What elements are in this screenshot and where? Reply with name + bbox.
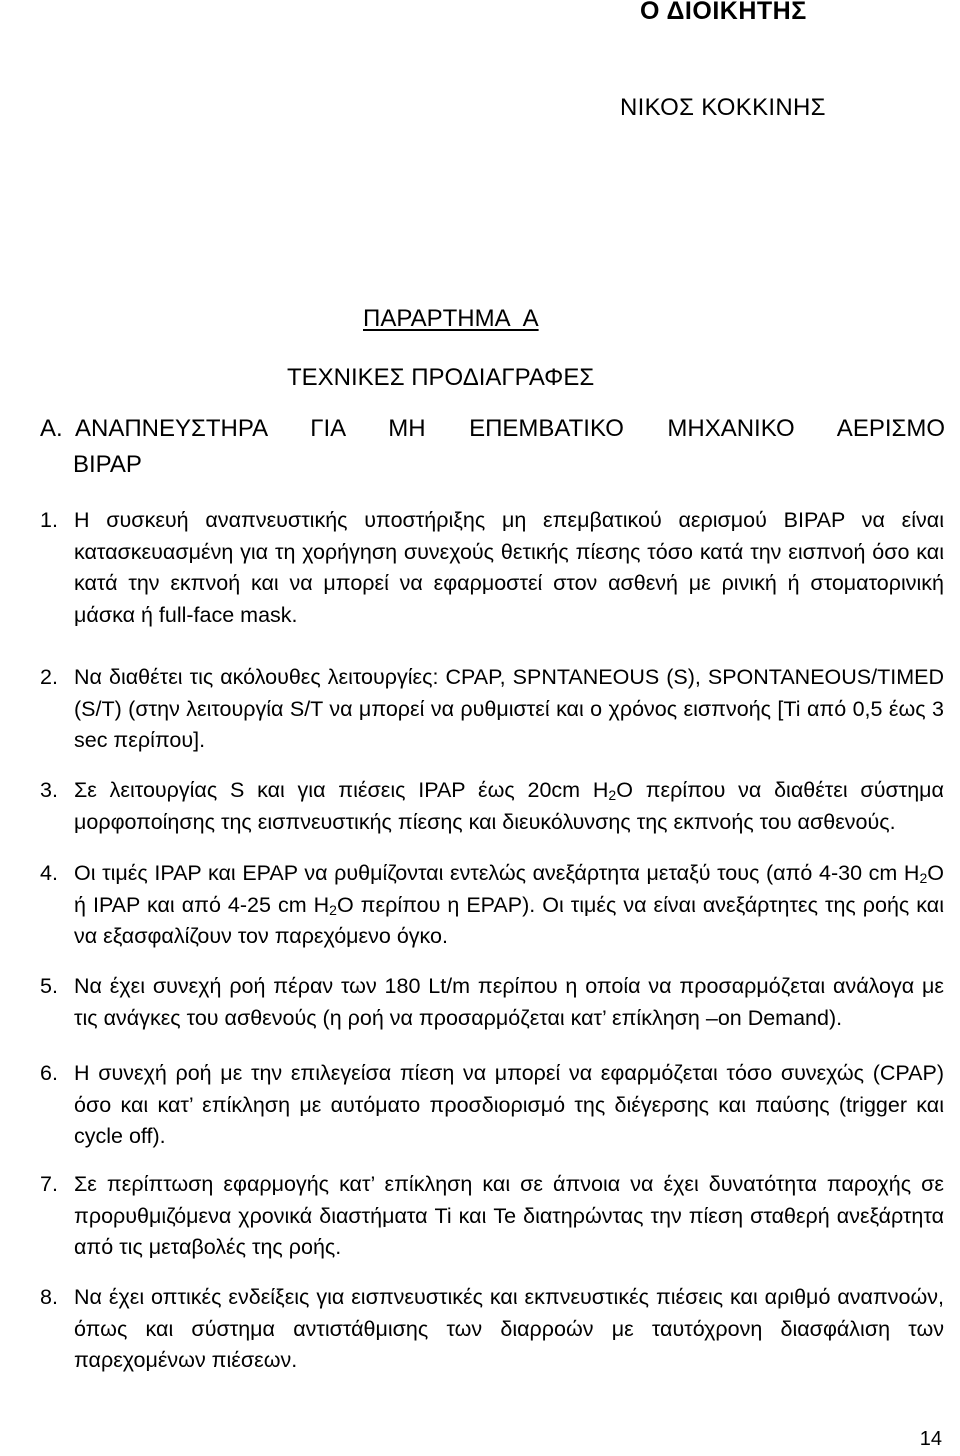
- signatory-title: Ο ΔΙΟΙΚΗΤΗΣ: [640, 0, 807, 25]
- list-item: [40, 858, 944, 953]
- list-item: [40, 1169, 944, 1264]
- section-title-line1: ΑΝΑΠΝΕΥΣΤΗΡΑ ΓΙΑ ΜΗ ΕΠΕΜΒΑΤΙΚΟ ΜΗΧΑΝΙΚΟ ΑΕΡΙΣΜΟ: [75, 415, 945, 442]
- list-item: [40, 1282, 944, 1377]
- item-text: Να έχει συνεχή ροή πέραν των 180 Lt/m περίπου η οποία να προσαρμόζεται ανάλογα με τις ανάγκες του ασθενούς (η ροή να προσαρμόζεται κατ’ επίκληση –on Demand).: [74, 974, 944, 1030]
- item-text: Να έχει οπτικές ενδείξεις για εισπνευστικές και εκπνευστικές πιέσεις και αριθμό αναπνοών, όπως και σύστημα αντιστάθμισης των διαρροών με ταυτόχρονη διασφάλιση των παρεχομένων πιέσεων.: [74, 1285, 944, 1372]
- item-text: Η συσκευή αναπνευστικής υποστήριξης μη επεμβατικού αερισμού BIPAP να είναι κατασκευασμένη για τη χορήγηση συνεχούς θετικής πίεσης τόσο κατά την εισπνοή όσο και κατά την εκπνοή και να μπορεί να εφαρμοστεί στον ασθενή με ρινική ή στοματορινική μάσκα ή full-face mask.: [74, 508, 944, 627]
- section-title-line2: BIPAP: [73, 451, 142, 478]
- item-number: 5.: [40, 974, 58, 998]
- appendix-subheading: ΤΕΧΝΙΚΕΣ ΠΡΟΔΙΑΓΡΑΦΕΣ: [287, 364, 595, 391]
- item-number: 3.: [40, 778, 58, 802]
- item-number: 6.: [40, 1061, 58, 1085]
- appendix-heading: ΠΑΡΑΡΤΗΜΑ Α: [363, 305, 539, 332]
- list-item: [40, 1058, 944, 1153]
- item-text: Σε περίπτωση εφαρμογής κατ’ επίκληση και σε άπνοια να έχει δυνατότητα παροχής σε προρυθμιζόμενα χρονικά διαστήματα Ti και Te διατηρώντας την πίεση σταθερή ανεξάρτητα από τις μεταβολές της ροής.: [74, 1172, 944, 1259]
- list-item: [40, 775, 944, 838]
- section-title: [40, 411, 945, 483]
- item-number: 2.: [40, 665, 58, 689]
- item-text: Οι τιμές IPAP και EPAP να ρυθμίζονται εντελώς ανεξάρτητα μεταξύ τους (από 4-30 cm $H_2O$ ή IPAP και από 4-25 cm $H_2O$ περίπου η EPAP). Οι τιμές να είναι ανεξάρτητες της ροής και να εξασφαλίζουν τον παρεχόμενο όγκο.: [74, 861, 944, 948]
- list-item: [40, 971, 944, 1034]
- item-text: Σε λειτουργίας S και για πιέσεις IPAP έως 20cm $H_2O$ περίπου να διαθέτει σύστημα μορφοποίησης της εισπνευστικής πίεσης και διευκόλυνσης της εκπνοής του ασθενούς.: [74, 778, 944, 834]
- item-number: 7.: [40, 1172, 58, 1196]
- item-number: 1.: [40, 508, 58, 532]
- section-label: Α.: [40, 415, 63, 442]
- page-number: 14: [919, 1428, 942, 1450]
- list-item: [40, 662, 944, 757]
- item-text: Η συνεχή ροή με την επιλεγείσα πίεση να μπορεί να εφαρμόζεται τόσο συνεχώς (CPAP) όσο και κατ’ επίκληση με αυτόματο προσδιορισμό της διέγερσης και παύσης (trigger και cycle off).: [74, 1061, 944, 1148]
- item-number: 4.: [40, 861, 58, 885]
- signatory-name: ΝΙΚΟΣ ΚΟΚΚΙΝΗΣ: [620, 94, 826, 121]
- list-item: [40, 505, 944, 631]
- item-text: Να διαθέτει τις ακόλουθες λειτουργίες: CPAP, SPNTANEOUS (S), SPONTANEOUS/TIMED (S/T) (στην λειτουργία S/T να μπορεί να ρυθμιστεί και ο χρόνος εισπνοής [Ti από 0,5 έως 3 sec περίπου].: [74, 665, 944, 752]
- item-number: 8.: [40, 1285, 58, 1309]
